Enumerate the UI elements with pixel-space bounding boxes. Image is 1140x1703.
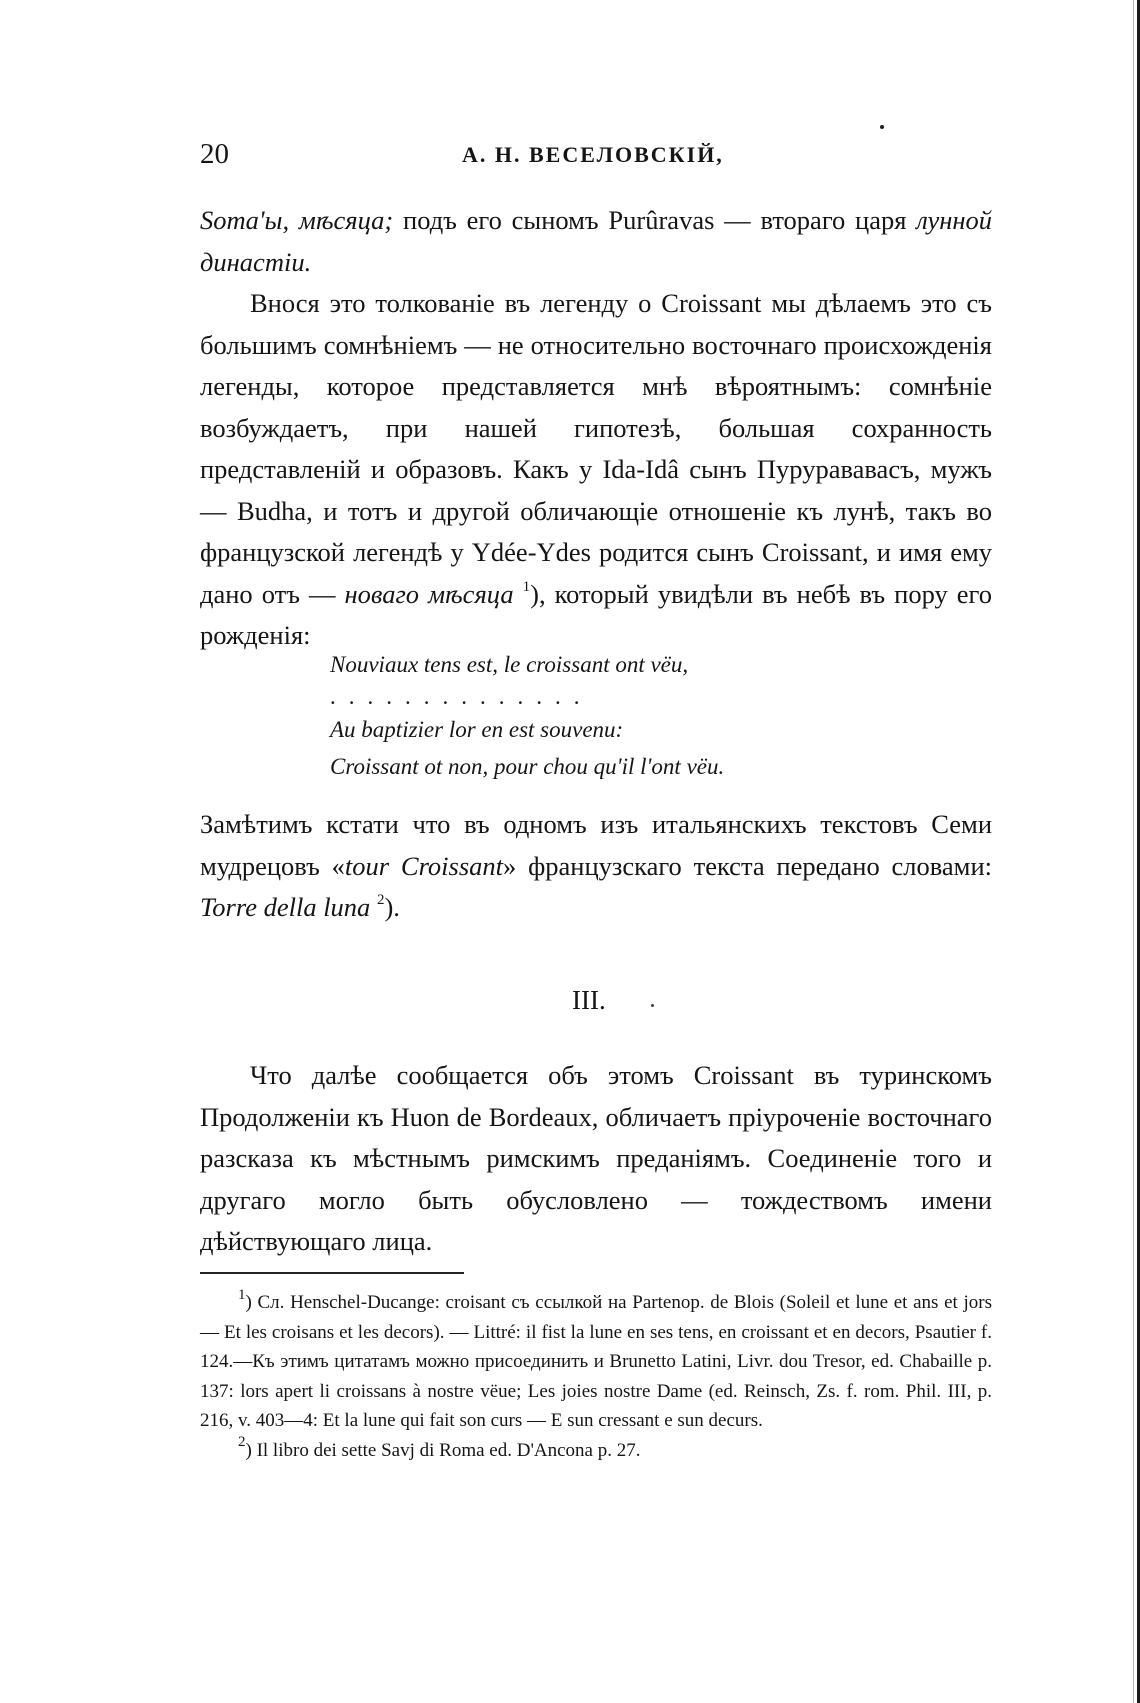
verse-line: Nouviaux tens est, le croissant ont vëu, bbox=[330, 652, 689, 677]
footnote-ref: 1 bbox=[522, 578, 531, 595]
footnote-marker: 2 bbox=[238, 1434, 246, 1451]
paragraph-text: Замѣтимъ кстати что въ одномъ изъ итальянскихъ текстовъ Семи мудрецовъ « bbox=[200, 809, 992, 881]
scan-edge-shadow bbox=[1133, 0, 1134, 1703]
paragraph-text: » французскаго текста передано словами: bbox=[503, 850, 993, 881]
footnote-ref: 2 bbox=[376, 892, 385, 909]
italic-phrase: новаго мѣсяца bbox=[344, 578, 514, 609]
footnote bbox=[200, 1436, 992, 1466]
section-number: III. bbox=[572, 985, 606, 1015]
page-header bbox=[200, 138, 992, 178]
italic-phrase: лунной династіи. bbox=[200, 205, 992, 277]
body-text-3 bbox=[200, 1055, 992, 1263]
italic-phrase: Torre della luna bbox=[200, 892, 371, 922]
italic-phrase: Soma'ы, мѣсяца; bbox=[200, 205, 394, 235]
paragraph-text: подъ его сыномъ Purûravas — втораго царя bbox=[393, 205, 917, 235]
body-text bbox=[200, 200, 992, 657]
paragraph-1 bbox=[200, 200, 992, 283]
paragraph-4: Что далѣе сообщается объ этомъ Croissant въ туринскомъ Продолженіи къ Huon de Bordeaux, обличаетъ пріуроченіе восточнаго разсказа къ мѣстнымъ римскимъ преданіямъ. Соединеніе того и другаго могло быть обусловлено — тождествомъ имени дѣйствующаго лица. bbox=[200, 1060, 992, 1256]
verse-line: Croissant ot non, pour chou qu'il l'ont vëu. bbox=[330, 754, 725, 779]
paragraph-text: ). bbox=[384, 892, 400, 922]
scan-speck bbox=[880, 125, 884, 129]
footnote bbox=[200, 1288, 992, 1436]
paragraph-2 bbox=[200, 283, 992, 657]
footnotes bbox=[200, 1288, 992, 1465]
page-number: 20 bbox=[200, 138, 229, 170]
scan-speck bbox=[651, 1004, 654, 1007]
verse-quote bbox=[330, 646, 724, 785]
footnote-divider bbox=[200, 1272, 464, 1274]
verse-ellipsis: .............. bbox=[330, 684, 593, 709]
footnote-marker: 1 bbox=[238, 1286, 246, 1303]
body-text-2 bbox=[200, 804, 992, 929]
running-head: А. Н. ВЕСЕЛОВСКІЙ, bbox=[462, 142, 724, 167]
verse-line: Au baptizier lor en est souvenu: bbox=[330, 717, 624, 742]
paragraph-text: Внося это толкованіе въ легенду о Croissant мы дѣлаемъ это съ большимъ сомнѣніемъ — не относительно восточнаго происхожденія легенды, которое представляется мнѣ вѣроятнымъ: сомнѣніе возбуждаетъ, при нашей гипотезѣ, большая сохранность представленій и образовъ. Какъ у Ida-Idâ сынъ Пурурававасъ, мужъ — Budha, и тотъ и другой обличающіе отношеніе къ лунѣ, такъ во французской легендѣ у Ydée-Ydes родится сынъ Croissant, и имя ему дано отъ — bbox=[200, 288, 992, 609]
footnote-text: ) Il libro dei sette Savj di Roma ed. D'Ancona p. 27. bbox=[245, 1439, 641, 1461]
paragraph-text: ), который увидѣли въ небѣ въ пору его рожденія: bbox=[200, 578, 992, 650]
footnote-text: ) Сл. Henschel-Ducange: croisant съ ссылкой на Partenop. de Blois (Soleil et lune et ans et jors — Et les croisans et les decors). — Littré: il fist la lune en ses tens, en croissant et en decors, Psautier f. 124.—Къ этимъ цитатамъ можно присоединить и Brunetto Latini, Livr. dou Tresor, ed. Chabaille p. 137: lors apert li croissans à nostre vëue; Les joies nostre Dame (ed. Reinsch, Zs. f. rom. Phil. III, p. 216, v. 403—4: Et la lune qui fait son curs — E sun cressant e sun decurs. bbox=[200, 1292, 992, 1431]
paragraph-3 bbox=[200, 804, 992, 929]
italic-phrase: tour Croissant bbox=[344, 850, 504, 881]
